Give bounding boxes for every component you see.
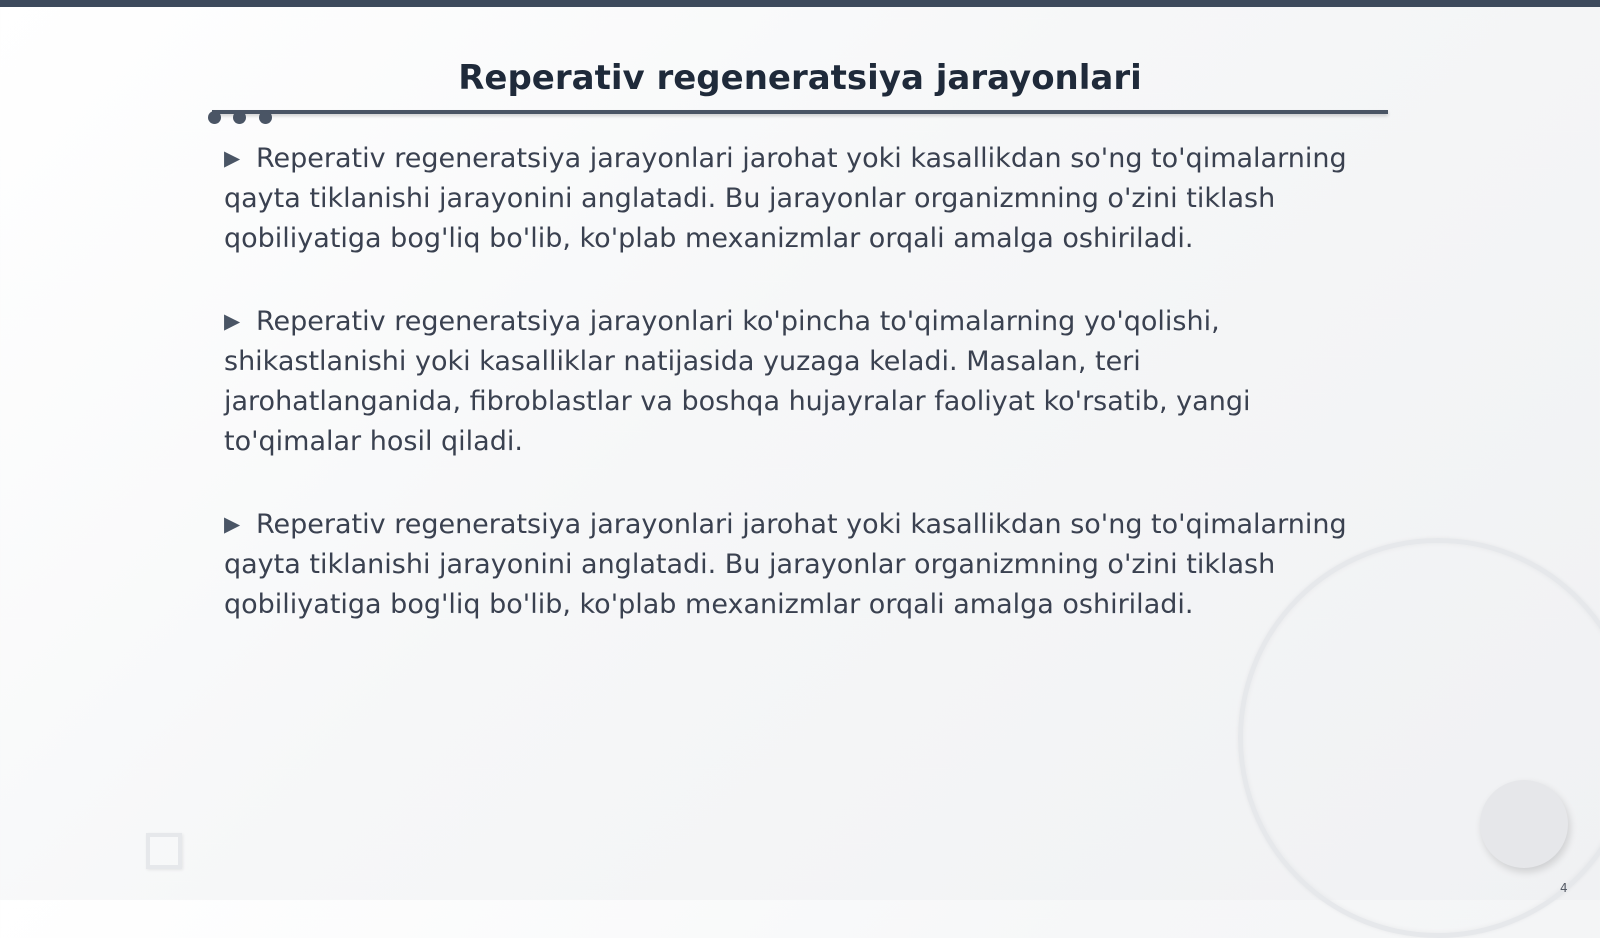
decorative-square: [146, 833, 182, 869]
page-number: 4: [1560, 881, 1568, 895]
bullet-arrow-icon: ▶: [224, 309, 241, 333]
slide-title: Reperativ regeneratsiya jarayonlari: [458, 58, 1142, 98]
top-accent-bar: [0, 0, 1600, 7]
bullet-item-2: [224, 301, 1374, 462]
bullet-text: Reperativ regeneratsiya jarayonlari jarohat yoki kasallikdan so'ng to'qimalarning qayta tiklanishi jarayonini anglatadi. Bu jarayonlar organizmning o'zini tiklash qobiliyatiga bog'liq bo'lib, ko'plab mexanizmlar orqali amalga oshiriladi.: [224, 509, 1347, 620]
bullet-arrow-icon: ▶: [224, 512, 241, 536]
bullet-text: Reperativ regeneratsiya jarayonlari ko'pincha to'qimalarning yo'qolishi, shikastlanishi yoki kasalliklar natijasida yuzaga keladi. Masalan, teri jarohatlanganida, fibroblastlar va boshqa hujayralar faoliyat ko'rsatib, yangi to'qimalar hosil qiladi.: [224, 306, 1251, 457]
decorative-circle: [1480, 780, 1568, 868]
rule-dot-3: [259, 111, 272, 124]
bullet-list: [224, 138, 1374, 667]
rule-dot-2: [233, 111, 246, 124]
title-underline: [212, 110, 1388, 114]
bullet-item-1: [224, 138, 1374, 259]
bullet-arrow-icon: ▶: [224, 146, 241, 170]
rule-dot-1: [208, 111, 221, 124]
bullet-item-3: [224, 504, 1374, 625]
bullet-text: Reperativ regeneratsiya jarayonlari jarohat yoki kasallikdan so'ng to'qimalarning qayta tiklanishi jarayonini anglatadi. Bu jarayonlar organizmning o'zini tiklash qobiliyatiga bog'liq bo'lib, ko'plab mexanizmlar orqali amalga oshiriladi.: [224, 143, 1347, 254]
